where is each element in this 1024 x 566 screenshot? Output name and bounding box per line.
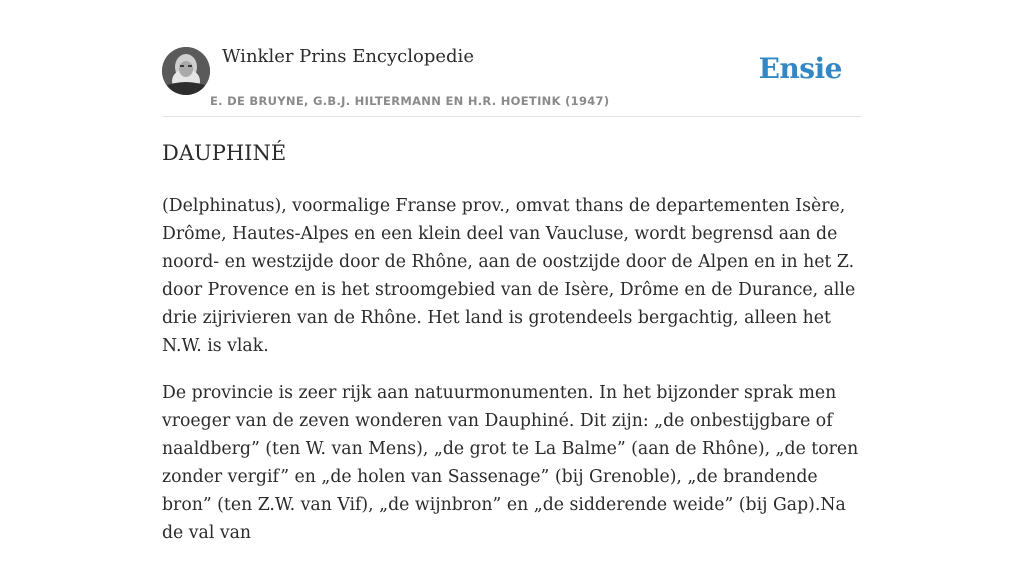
header	[162, 0, 862, 117]
paragraph: (Delphinatus), voormalige Franse prov., omvat thans de departementen Isère, Drôme, Hautes-Alpes en een klein deel van Vaucluse, wordt begrensd aan de noord- en westzijde door de Rhône, aan de oostzijde door de Alpen en in het Z. door Provence en is het stroomgebied van de Isère, Drôme en de Durance, alle drie zijrivieren van de Rhône. Het land is grotendeels bergachtig, alleen het N.W. is vlak.	[162, 196, 856, 356]
ensie-logo[interactable]: Ensie	[758, 52, 842, 85]
article-body	[162, 192, 862, 566]
author-avatar[interactable]	[162, 47, 210, 95]
paragraph: De provincie is zeer rijk aan natuurmonumenten. In het bijzonder sprak men vroeger van de zeven wonderen van Dauphiné. Dit zijn: „de onbestijgbare of naaldberg” (ten W. van Mens), „de grot te La Balme” (aan de Rhône), „de toren zonder vergif” en „de holen van Sassenage” (bij Grenoble), „de brandende bron” (ten Z.W. van Vif), „de wijnbron” en „de sidderende weide” (bij Gap).Na de val van	[162, 383, 859, 543]
authors-byline: E. DE BRUYNE, G.B.J. HILTERMANN EN H.R. HOETINK (1947)	[210, 94, 610, 108]
site-title[interactable]: Winkler Prins Encyclopedie	[222, 46, 474, 67]
page	[162, 0, 862, 543]
page-title: DAUPHINÉ	[162, 141, 287, 165]
